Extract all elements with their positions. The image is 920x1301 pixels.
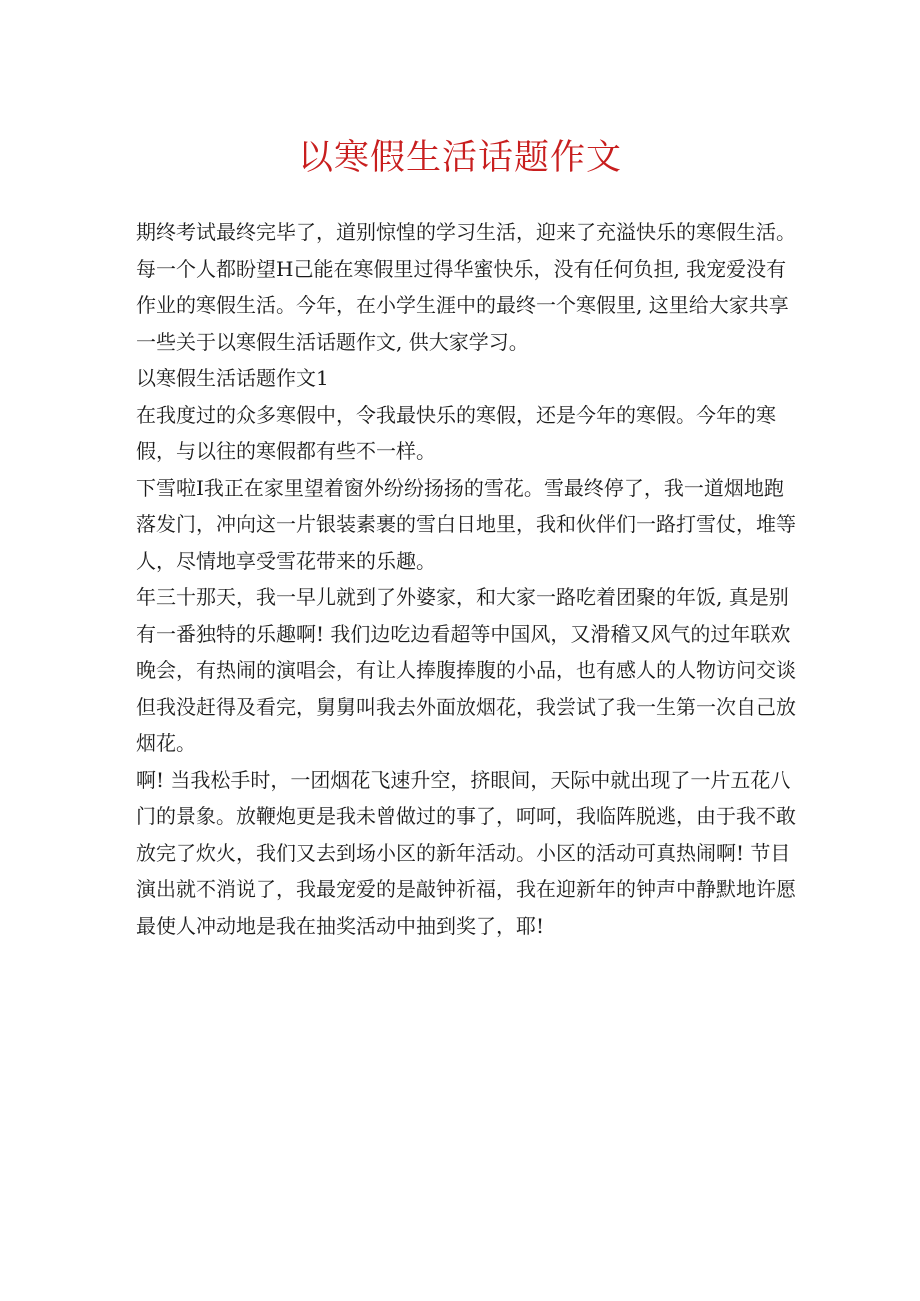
page-title: 以寒假生活话题作文 [297,138,622,178]
paragraph-5: 啊! 当我松手时，一团烟花飞速升空，挤眼间，天际中就出现了一片五花八门的景象。放鞭炮更是我未曾做过的事了，呵呵，我临阵脱逃，由于我不敢放完了炊火，我们又去到场小区的新年活动。小区的活动可真热闹啊! 节目演出就不消说了，我最宠爱的是敲钟祈福，我在迎新年的钟声中静默地许愿最使人冲动地是我在抽奖活动中抽到奖了，耶! [136,767,796,938]
paragraph-3: 下雪啦I我正在家里望着窗外纷纷扬扬的雪花。雪最终停了，我一道烟地跑落发门，冲向这一片银装素裹的雪白日地里，我和伙伴们一路打雪仗，堆等人，尽情地享受雪花带来的乐趣。 [136,475,796,573]
paragraph-2: 在我度过的众多寒假中，令我最快乐的寒假，还是今年的寒假。今年的寒假，与以往的寒假都有些不一样。 [136,402,776,463]
section-heading: 以寒假生活话题作文1 [136,366,329,390]
paragraph-4: 年三十那天，我一早儿就到了外婆家，和大家一路吃着团聚的年饭, 真是别有一番独特的乐趣啊! 我们边吃边看超等中国风，又滑稽又风气的过年联欢晚会，有热闹的演唱会，有让人捧腹捧腹的小品，也有感人的人物访问交谈但我没赶得及看完，舅舅叫我去外面放烟花，我尝试了我一生第一次自己放烟花。 [136,585,796,755]
document-body [136,214,796,944]
paragraph-intro: 期终考试最终完毕了，道别惊惶的学习生活，迎来了充溢快乐的寒假生活。每一个人都盼望H己能在寒假里过得华蜜快乐，没有任何负担, 我宠爱没有作业的寒假生活。今年，在小学生涯中的最终一个寒假里, 这里给大家共享一些关于以寒假生活话题作文, 供大家学习。 [136,220,796,354]
